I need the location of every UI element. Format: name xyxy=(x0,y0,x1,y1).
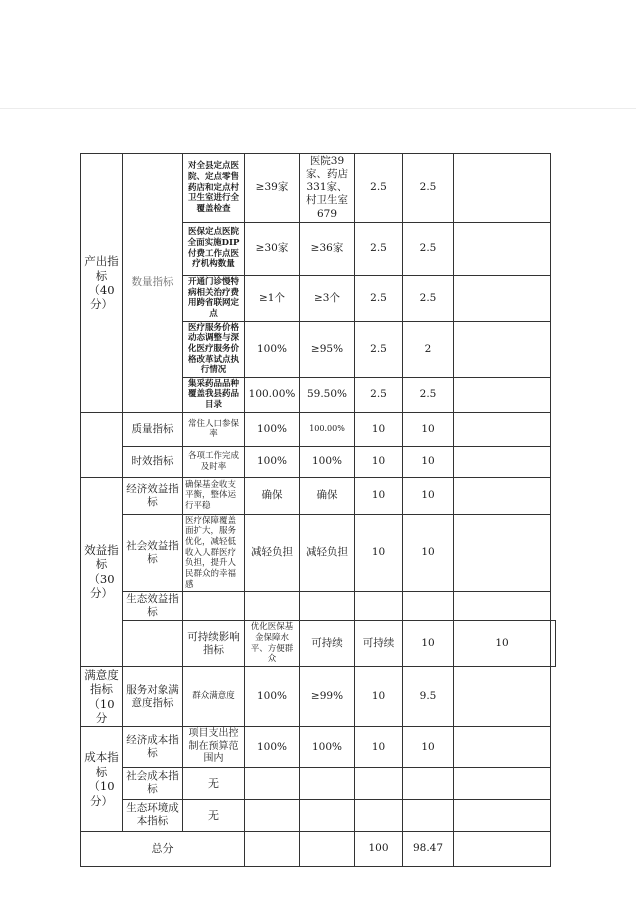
remark-cell xyxy=(454,799,551,831)
score-cell: 9.5 xyxy=(403,666,454,727)
performance-table xyxy=(80,153,556,867)
weight-cell xyxy=(355,799,403,831)
target-cell: ≥30家 xyxy=(245,222,300,275)
section-output-continued xyxy=(81,412,123,446)
total-label: 总分 xyxy=(81,831,245,866)
table-row xyxy=(81,767,556,799)
target-cell xyxy=(245,799,300,831)
subcat-quality: 质量指标 xyxy=(123,412,183,446)
remark-cell xyxy=(454,514,551,591)
subcat-economic-benefit: 经济效益指标 xyxy=(123,477,183,514)
subcat-sustainability: 可持续影响指标 xyxy=(183,621,245,667)
score-cell: 10 xyxy=(403,446,454,477)
table-row xyxy=(81,514,556,591)
weight-cell xyxy=(355,592,403,621)
section-cost: 成本指标（10分） xyxy=(81,727,123,832)
page-edge-shadow xyxy=(0,108,636,109)
table-row xyxy=(81,154,556,223)
target-cell: ≥1个 xyxy=(245,275,300,321)
actual-cell: ≥95% xyxy=(300,321,355,377)
actual-cell: 100% xyxy=(300,727,355,768)
table-row xyxy=(81,666,556,727)
score-cell: 10 xyxy=(403,514,454,591)
target-cell: 减轻负担 xyxy=(245,514,300,591)
score-cell xyxy=(403,799,454,831)
weight-cell: 10 xyxy=(355,412,403,446)
target-cell: 100.00% xyxy=(245,377,300,412)
indicator-cell: 对全县定点医院、定点零售药店和定点村卫生室进行全覆盖检查 xyxy=(183,154,245,223)
indicator-cell: 各项工作完成及时率 xyxy=(183,446,245,477)
actual-cell: 减轻负担 xyxy=(300,514,355,591)
remark-cell xyxy=(454,666,551,727)
weight-cell: 10 xyxy=(355,727,403,768)
score-cell: 2.5 xyxy=(403,222,454,275)
table-row xyxy=(81,727,556,768)
weight-cell: 10 xyxy=(355,477,403,514)
indicator-cell: 群众满意度 xyxy=(183,666,245,727)
target-cell xyxy=(245,831,300,866)
target-cell xyxy=(245,592,300,621)
indicator-cell: 医疗保障覆盖面扩大，服务优化，减轻低收入人群医疗负担，提升人民群众的幸福感 xyxy=(183,514,245,591)
remark-cell xyxy=(454,321,551,377)
remark-cell xyxy=(454,767,551,799)
indicator-cell: 医保定点医院全面实施DIP付费工作点医疗机构数量 xyxy=(183,222,245,275)
indicator-cell: 项目支出控制在预算范围内 xyxy=(183,727,245,768)
table-row xyxy=(81,621,556,667)
remark-cell xyxy=(454,154,551,223)
weight-cell: 10 xyxy=(355,514,403,591)
indicator-cell: 医疗服务价格动态调整与深化医疗服务价格改革试点执行情况 xyxy=(183,321,245,377)
section-satisfaction: 满意度指标（10分 xyxy=(81,666,123,727)
subcat-social-cost: 社会成本指标 xyxy=(123,767,183,799)
section-benefit: 效益指标（30分） xyxy=(81,477,123,666)
indicator-cell: 常住人口参保率 xyxy=(183,412,245,446)
indicator-cell: 无 xyxy=(183,767,245,799)
subcat-satisfaction: 服务对象满意度指标 xyxy=(123,666,183,727)
weight-cell: 10 xyxy=(403,621,454,667)
weight-cell: 2.5 xyxy=(355,222,403,275)
indicator-cell: 优化医保基金保障水平、方便群众 xyxy=(245,621,300,667)
score-cell xyxy=(403,767,454,799)
target-cell: ≥39家 xyxy=(245,154,300,223)
weight-cell: 2.5 xyxy=(355,154,403,223)
score-cell xyxy=(403,592,454,621)
score-cell: 10 xyxy=(454,621,551,667)
subcat-eco-cost: 生态环境成本指标 xyxy=(123,799,183,831)
actual-cell: 确保 xyxy=(300,477,355,514)
target-cell: 100% xyxy=(245,727,300,768)
remark-cell xyxy=(454,222,551,275)
section-output: 产出指标（40分） xyxy=(81,154,123,413)
remark-cell xyxy=(454,446,551,477)
actual-cell: 59.50% xyxy=(300,377,355,412)
subcat-economic-cost: 经济成本指标 xyxy=(123,727,183,768)
score-cell: 2.5 xyxy=(403,377,454,412)
score-cell: 10 xyxy=(403,412,454,446)
actual-cell: 医院39家、药店331家、村卫生室679 xyxy=(300,154,355,223)
score-cell: 2.5 xyxy=(403,154,454,223)
table-row xyxy=(81,799,556,831)
subcat-social-benefit: 社会效益指标 xyxy=(123,514,183,591)
total-weight: 100 xyxy=(355,831,403,866)
weight-cell: 10 xyxy=(355,446,403,477)
section-benefit-continued xyxy=(123,621,183,667)
target-cell: 100% xyxy=(245,666,300,727)
target-cell: 100% xyxy=(245,446,300,477)
actual-cell: ≥99% xyxy=(300,666,355,727)
score-cell: 10 xyxy=(403,477,454,514)
table-row xyxy=(81,477,556,514)
table-row xyxy=(81,592,556,621)
remark-cell xyxy=(454,275,551,321)
weight-cell: 2.5 xyxy=(355,377,403,412)
target-cell: 100% xyxy=(245,412,300,446)
table-row xyxy=(81,446,556,477)
actual-cell xyxy=(300,767,355,799)
actual-cell: ≥36家 xyxy=(300,222,355,275)
remark-cell xyxy=(454,477,551,514)
subcat-quantity: 数量指标 xyxy=(123,154,183,413)
actual-cell xyxy=(300,592,355,621)
indicator-cell: 无 xyxy=(183,799,245,831)
weight-cell xyxy=(355,767,403,799)
indicator-cell: 开通门诊慢特病相关治疗费用跨省联网定点 xyxy=(183,275,245,321)
score-cell: 2 xyxy=(403,321,454,377)
remark-cell xyxy=(454,412,551,446)
indicator-cell xyxy=(183,592,245,621)
actual-cell: 100% xyxy=(300,446,355,477)
total-row xyxy=(81,831,556,866)
actual-cell xyxy=(300,799,355,831)
target-cell: 100% xyxy=(245,321,300,377)
target-cell: 可持续 xyxy=(300,621,355,667)
actual-cell: 100.00% xyxy=(300,412,355,446)
score-cell: 10 xyxy=(403,727,454,768)
weight-cell: 2.5 xyxy=(355,275,403,321)
subcat-timeliness: 时效指标 xyxy=(123,446,183,477)
target-cell: 确保 xyxy=(245,477,300,514)
total-score: 98.47 xyxy=(403,831,454,866)
remark-cell xyxy=(454,377,551,412)
weight-cell: 10 xyxy=(355,666,403,727)
remark-cell xyxy=(454,592,551,621)
table-row xyxy=(81,412,556,446)
remark-cell xyxy=(454,831,551,866)
section-output-continued xyxy=(81,446,123,477)
remark-cell xyxy=(551,621,556,667)
indicator-cell: 集采药品品种覆盖我县药品目录 xyxy=(183,377,245,412)
actual-cell: 可持续 xyxy=(355,621,403,667)
score-cell: 2.5 xyxy=(403,275,454,321)
target-cell xyxy=(245,767,300,799)
remark-cell xyxy=(454,727,551,768)
actual-cell: ≥3个 xyxy=(300,275,355,321)
weight-cell: 2.5 xyxy=(355,321,403,377)
indicator-cell: 确保基金收支平衡，整体运行平稳 xyxy=(183,477,245,514)
subcat-eco-benefit: 生态效益指标 xyxy=(123,592,183,621)
actual-cell xyxy=(300,831,355,866)
